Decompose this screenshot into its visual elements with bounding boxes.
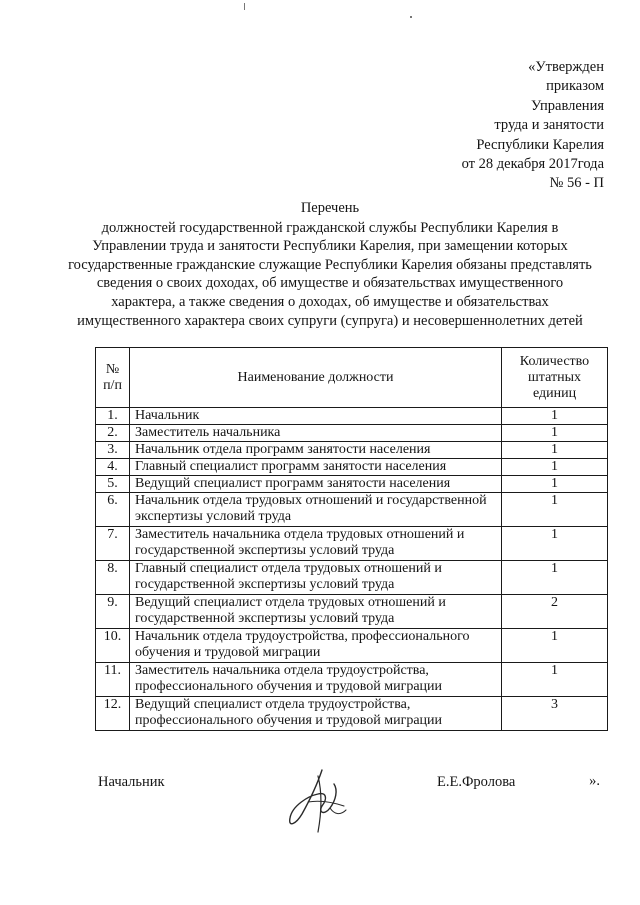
- row-name: Заместитель начальника отдела трудовых отношений и государственной экспертизы условий труда: [130, 527, 502, 561]
- document-title: [60, 199, 600, 330]
- row-qty: 1: [502, 629, 608, 663]
- signatory-name: Е.Е.Фролова: [437, 774, 516, 790]
- handwritten-signature-icon: [278, 762, 358, 842]
- header-name: Наименование должности: [130, 348, 502, 408]
- row-qty: 1: [502, 493, 608, 527]
- row-name: Ведущий специалист отдела трудоустройства, профессионального обучения и трудовой миграции: [130, 697, 502, 731]
- row-qty: 2: [502, 595, 608, 629]
- title-heading: Перечень: [300, 200, 360, 216]
- approval-stamp: [462, 58, 604, 194]
- row-num: 12.: [96, 697, 130, 731]
- table-row: [96, 476, 608, 493]
- approval-line: № 56 - П: [549, 175, 604, 192]
- table-header-row: [96, 348, 608, 408]
- row-qty: 1: [502, 561, 608, 595]
- table-row: [96, 595, 608, 629]
- approval-line: труда и занятости: [494, 117, 604, 134]
- scan-artifact: [244, 3, 245, 10]
- row-name: Начальник отдела программ занятости населения: [130, 442, 502, 459]
- row-num: 2.: [96, 425, 130, 442]
- row-qty: 1: [502, 663, 608, 697]
- closing-quote: ».: [589, 773, 600, 789]
- row-qty: 1: [502, 442, 608, 459]
- row-num: 5.: [96, 476, 130, 493]
- row-qty: 1: [502, 425, 608, 442]
- row-num: 6.: [96, 493, 130, 527]
- table-row: [96, 442, 608, 459]
- row-name: Главный специалист отдела трудовых отношений и государственной экспертизы условий труда: [130, 561, 502, 595]
- row-num: 8.: [96, 561, 130, 595]
- table-row: [96, 697, 608, 731]
- table-row: [96, 459, 608, 476]
- row-name: Заместитель начальника: [130, 425, 502, 442]
- approval-line: Управления: [531, 97, 604, 114]
- row-name: Начальник отдела трудоустройства, профессионального обучения и трудовой миграции: [130, 629, 502, 663]
- row-num: 3.: [96, 442, 130, 459]
- row-name: Ведущий специалист отдела трудовых отношений и государственной экспертизы условий труда: [130, 595, 502, 629]
- positions-table: [95, 347, 608, 731]
- approval-line: «Утвержден: [528, 59, 604, 75]
- approval-line: приказом: [546, 78, 604, 95]
- table-row: [96, 527, 608, 561]
- header-qty: Количество штатных единиц: [502, 348, 608, 408]
- table-row: [96, 663, 608, 697]
- table-row: [96, 561, 608, 595]
- row-num: 9.: [96, 595, 130, 629]
- table-row: [96, 425, 608, 442]
- scan-artifact: [410, 16, 412, 18]
- title-description: должностей государственной гражданской службы Республики Карелия в Управлении труда и занятости Республики Карелия, при замещении которых государственные гражданские служащие Республики Карелия обязаны представлять сведения о своих доходах, об имуществе и обязательствах имущественного характера, а также сведения о доходах, об имуществе и обязательствах имущественного характера своих супруги (супруга) и несовершеннолетних детей: [68, 219, 592, 329]
- table-row: [96, 408, 608, 425]
- table-row: [96, 493, 608, 527]
- row-qty: 1: [502, 408, 608, 425]
- row-name: Главный специалист программ занятости населения: [130, 459, 502, 476]
- row-num: 4.: [96, 459, 130, 476]
- row-qty: 1: [502, 527, 608, 561]
- row-name: Начальник: [130, 408, 502, 425]
- row-name: Начальник отдела трудовых отношений и государственной экспертизы условий труда: [130, 493, 502, 527]
- row-num: 1.: [96, 408, 130, 425]
- row-qty: 3: [502, 697, 608, 731]
- row-num: 7.: [96, 527, 130, 561]
- table-row: [96, 629, 608, 663]
- row-name: Заместитель начальника отдела трудоустройства, профессионального обучения и трудовой миграции: [130, 663, 502, 697]
- header-num: № п/п: [96, 348, 130, 408]
- approval-line: Республики Карелия: [476, 136, 604, 153]
- row-qty: 1: [502, 459, 608, 476]
- row-name: Ведущий специалист программ занятости населения: [130, 476, 502, 493]
- signatory-position: Начальник: [98, 774, 165, 790]
- row-num: 11.: [96, 663, 130, 697]
- row-num: 10.: [96, 629, 130, 663]
- row-qty: 1: [502, 476, 608, 493]
- approval-line: от 28 декабря 2017года: [461, 156, 604, 173]
